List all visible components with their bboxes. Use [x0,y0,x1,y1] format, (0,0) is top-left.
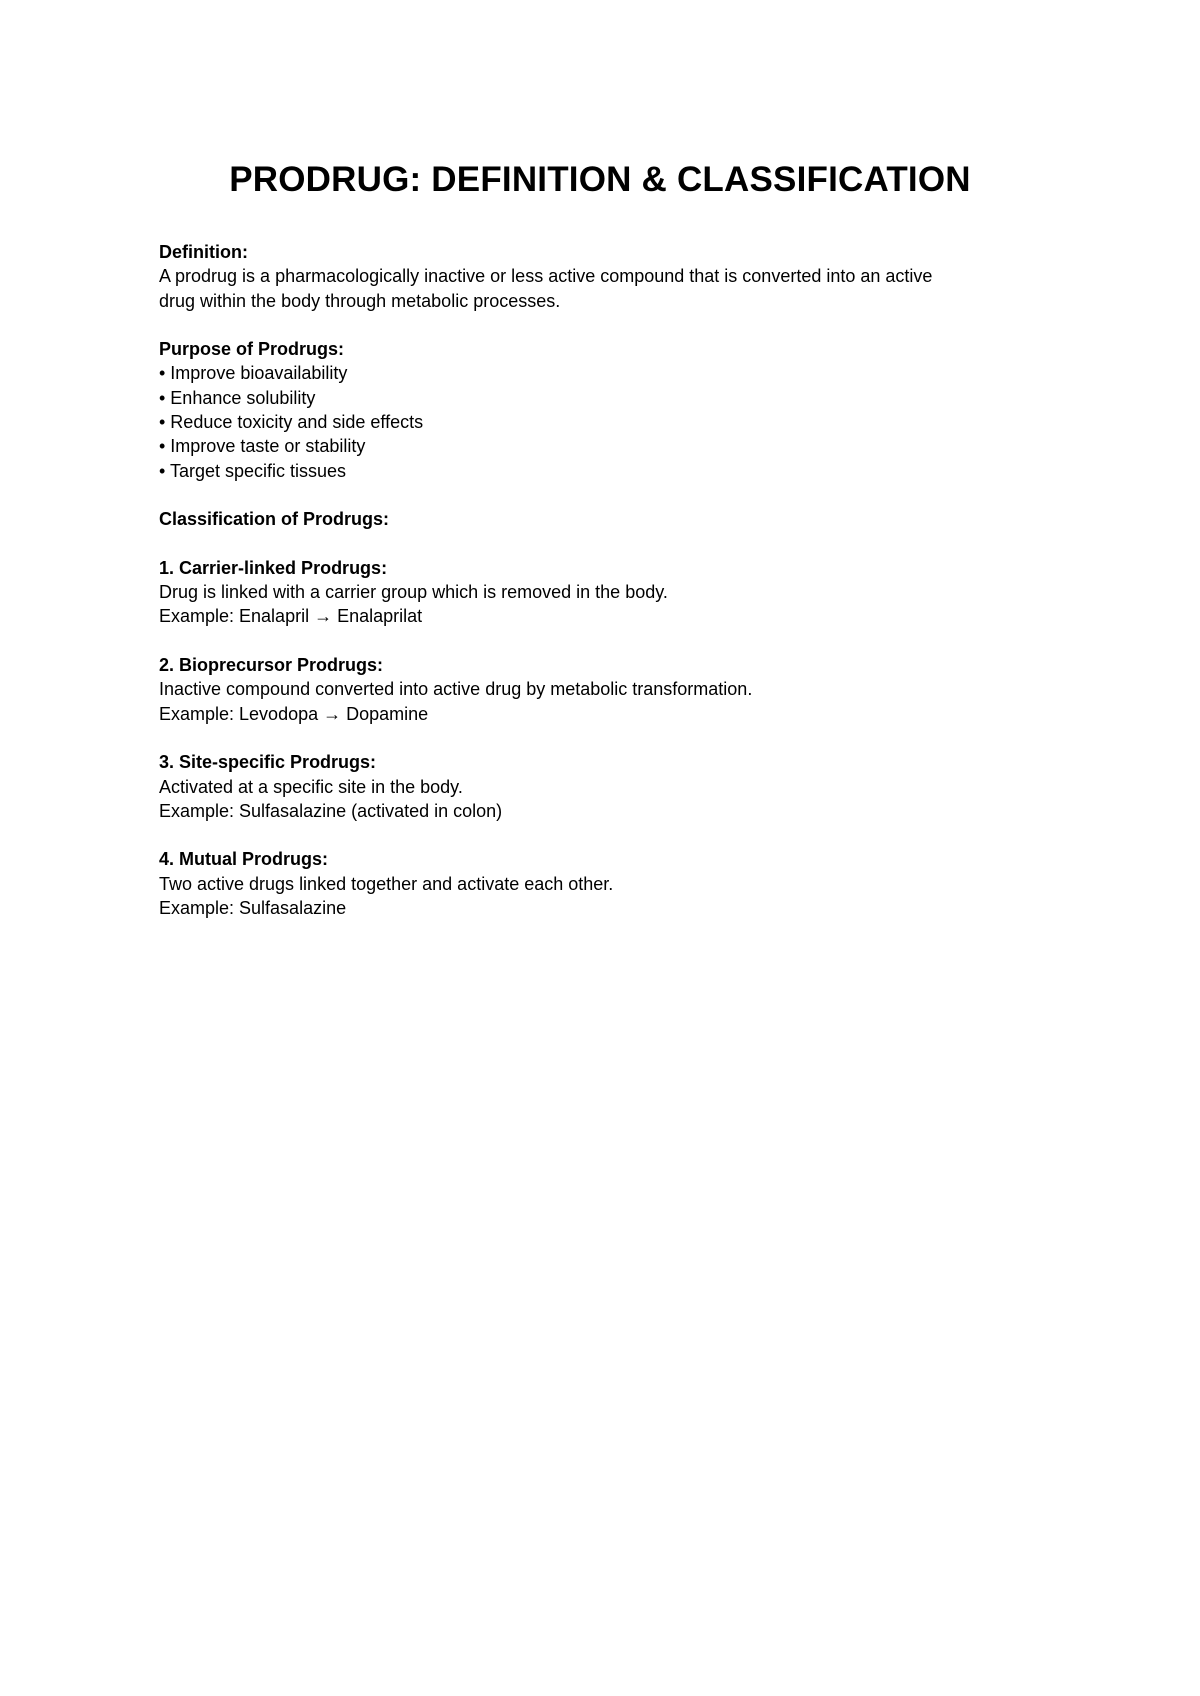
definition-heading: Definition: [159,242,248,262]
prodrug-type-heading: 3. Site-specific Prodrugs: [159,752,377,773]
definition-section [159,240,1059,313]
prodrug-type-heading: 4. Mutual Prodrugs: [159,849,329,870]
definition-text-line: A prodrug is a pharmacologically inactive or less active compound that is converted into an active [159,266,933,287]
prodrug-type-example: Example: Levodopa → Dopamine [159,703,429,724]
prodrug-type-heading: 2. Bioprecursor Prodrugs: [159,655,384,676]
purpose-list-item: • Reduce toxicity and side effects [159,412,424,433]
purpose-list-item: • Target specific tissues [159,460,347,481]
purpose-list-item: • Enhance solubility [159,387,316,408]
purpose-section [159,337,1059,483]
document-title: PRODRUG: DEFINITION & CLASSIFICATION [229,160,971,199]
prodrug-type-mutual [159,847,1059,920]
prodrug-type-example: Example: Sulfasalazine (activated in colon) [159,800,503,821]
prodrug-type-example: Example: Sulfasalazine [159,898,347,919]
definition-text-line: drug within the body through metabolic processes. [159,290,561,311]
purpose-list-item: • Improve bioavailability [159,363,348,384]
document-body [159,240,1059,920]
paragraph-gap [159,629,1059,653]
prodrug-type-description: Two active drugs linked together and activate each other. [159,873,614,894]
prodrug-type-description: Inactive compound converted into active drug by metabolic transformation. [159,679,753,700]
prodrug-type-carrier-linked [159,556,1059,629]
paragraph-gap [159,483,1059,507]
paragraph-gap [159,823,1059,847]
paragraph-gap [159,726,1059,750]
prodrug-type-heading: 1. Carrier-linked Prodrugs: [159,557,388,578]
purpose-heading: Purpose of Prodrugs: [159,339,345,360]
paragraph-gap [159,532,1059,556]
classification-section [159,507,1059,920]
purpose-list-item: • Improve taste or stability [159,436,366,457]
prodrug-type-site-specific [159,750,1059,823]
prodrug-type-description: Drug is linked with a carrier group which is removed in the body. [159,582,668,603]
classification-heading: Classification of Prodrugs: [159,509,390,530]
paragraph-gap [159,313,1059,337]
prodrug-type-example: Example: Enalapril → Enalaprilat [159,606,423,627]
prodrug-type-description: Activated at a specific site in the body. [159,776,463,797]
prodrug-type-bioprecursor [159,653,1059,726]
